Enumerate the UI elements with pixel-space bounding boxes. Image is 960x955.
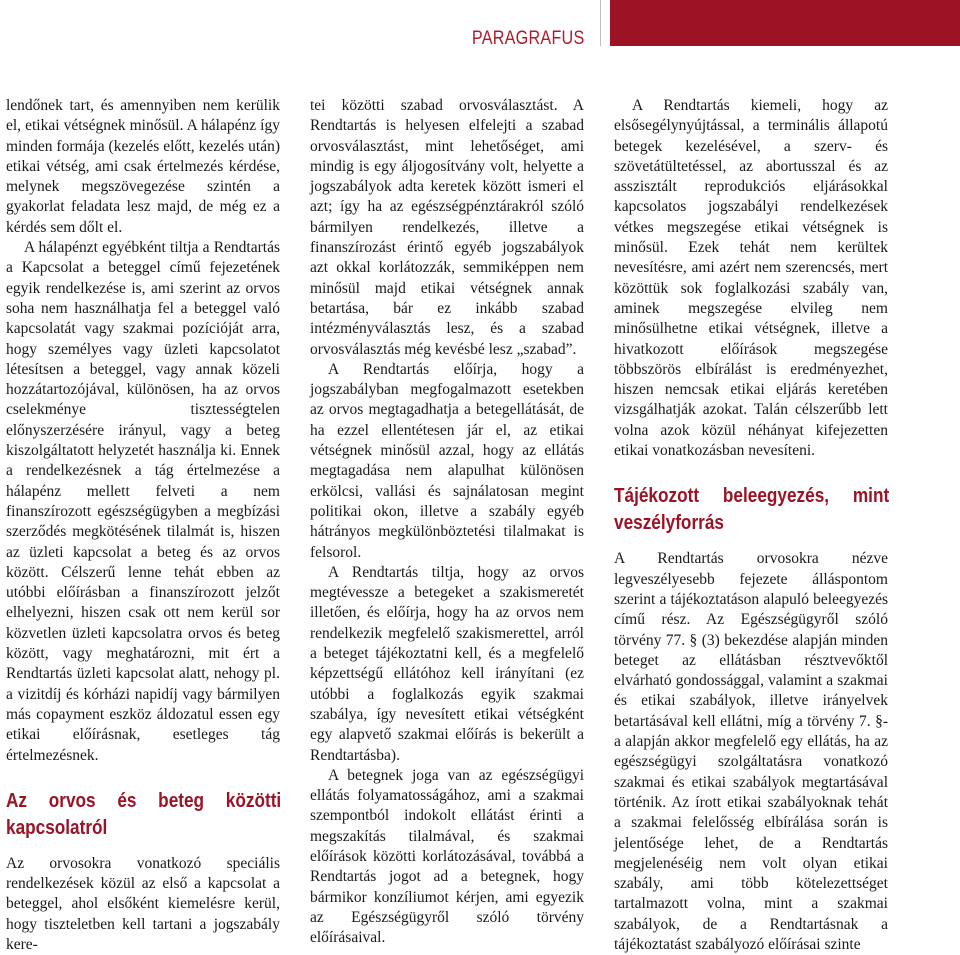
section-heading: Tájékozott beleegyezés, mint veszélyforrás xyxy=(614,485,890,535)
section-heading: Az orvos és beteg közötti kapcsolatról xyxy=(6,789,282,839)
paragraph: A Rendtartás orvosokra nézve legveszélyesebb fejezete álláspontom szerint a tájékoztatáson alapuló beleegyezés című rész. Az Egészségügyről szóló törvény 77. § (3) bekezdése alapján minden beteget az ellátásban résztvevőktől elvárható gondossággal, valamint a szakmai és etikai szabályok, illetve irányelvek betartásával kell ellátni, míg a törvény 7. §-a alapján akkor megfelelő egy ellátás, ha az egészségügyi szolgáltatásra vonatkozó szakmai és etikai szabályok megtartásával történik. Az írott etikai szabályoknak tehát a szakmai felelősség elbírálása során is jelentősége lehet, de a Rendtartás megjelenéséig nem volt olyan etikai szabály, ami több kötelezettséget tartalmazott volna, mint a szakmai szabályok, de a Rendtartásnak a tájékoztatást szabályozó előírásai szinte xyxy=(614,550,888,953)
header-divider xyxy=(600,0,601,46)
paragraph: A Rendtartás tiltja, hogy az orvos megtévessze a betegeket a szakismeretét illetően, és előírja, hogy ha az orvos nem rendelkezik megfelelő szakismerettel, arról a beteget tájékoztatni kell, és a megfelelő képzettségű ellátóhoz kell irányítani (ez utóbbi a foglalkozás egyik szakmai szabálya, így nevesített etikai vétségként egy alapvető szakmai előírás is bekerült a Rendtartásba). xyxy=(310,563,584,764)
paragraph: A Rendtartás előírja, hogy a jogszabályban megfogalmazott esetekben az orvos megtagadhatja a betegellátását, de ha ezzel ellentétesen jár el, az etikai vétségnek minősül azzal, hogy az ellátás megtagadása nem alapulhat különösen erkölcsi, vallási és sajnálatosan megint politikai okon, illetve a szabály egyéb hátrányos megkülönböztetési tilalmakat is felsorol. xyxy=(310,360,584,561)
text-column-2 xyxy=(310,96,584,948)
paragraph: tei közötti szabad orvosválasztást. A Rendtartás is helyesen elfelejti a szabad orvosválasztást, mint lehetőséget, ami mindig is egy áljogosítvány volt, helyette a jogszabályok adta keretek között ismeri el azt; így ha az egészségpénztárakról szóló bármilyen rendelkezés, illetve a finanszírozást érintő egyéb jogszabályok azt okkal korlátozzák, semmiképpen nem minősül majd etikai vétségnek annak betartása, bár ez inkább szabad intézményválasztás lesz, és a szabad orvosválasztás még kevésbé lesz „szabad”. xyxy=(310,97,584,358)
section-label: PARAGRAFUS xyxy=(472,28,585,49)
paragraph: A hálapénzt egyébként tiltja a Rendtartás a Kapcsolat a beteggel című fejezetének egyik rendelkezése is, ami szerint az orvos soha nem használhatja fel a beteggel való kapcsolatát vagy szakmai pozícióját arra, hogy személyes vagy üzleti kapcsolatot létesítsen a beteggel, vagy annak közeli hozzátartozójával, különösen, ha az orvos cselekménye tisztességtelen előnyszerzésére irányul, vagy a beteg kiszolgáltatott helyzetét használja ki. Ennek a rendelkezésnek a tág értelmezése a hálapénz mellett felveti a nem finanszírozott egészségügyben a megbízási szerződés megkötésének tilalmát is, hiszen az üzleti kapcsolat a beteg és az orvos között. Célszerű lenne tehát ebben az utóbbi előírásban a finanszírozott jelzőt elhelyezni, hiszen csak ott nem kerül sor közvetlen üzleti kapcsolatra orvos és beteg között, vagy meghatározni, mit ért a Rendtartás üzleti kapcsolat alatt, nehogy pl. a vizitdíj és kórházi napidíj vagy bármilyen más copayment eszköz áldozatul essen egy etikai előírásnak, esetleges tág értelmezésnek. xyxy=(6,239,280,764)
paragraph: A Rendtartás kiemeli, hogy az elsősegélynyújtással, a terminális állapotú betegek kezelésével, a szerv- és szövetátültetéssel, az abortusszal és az asszisztált reprodukciós eljárásokkal kapcsolatos jogszabályi rendelkezések vétkes megszegése etikai vétségnek is minősül. Ezek tehát nem kerültek nevesítésre, ami azért nem szerencsés, mert közöttük sok foglalkozási szabály van, aminek megszegése elvileg nem minősülhetne etikai vétségnek, illetve a hivatkozott előírások megszegése többszörös elbírálást is eredményezhet, hiszen nemcsak etikai eljárás keretében vizsgálhatják azokat. Talán célszerűbb lett volna azok közül néhányat kifejezetten etikai vonatkozásban nevesíteni. xyxy=(614,97,888,460)
header-accent-bar xyxy=(610,0,960,46)
paragraph: A betegnek joga van az egészségügyi ellátás folyamatosságához, ami a szakmai szempontból indokolt ellátást érinti a megszakítás tilalmával, és szakmai előírások közötti korlátozásával, továbbá a Rendtartás jogot ad a betegnek, hogy bármikor konzíliumot kérjen, ami egyezik az Egészségügyről szóló törvény előírásaival. xyxy=(310,766,584,947)
paragraph: lendőnek tart, és amennyiben nem kerülik el, etikai vétségnek minősül. A hálapénz így minden formája (kezelés előtt, kezelés után) etikai vétség, ami csak értelmezés kérdése, melynek megszövegezése szintén a gyakorlat feladata lesz majd, de még ez a kérdés sem dőlt el. xyxy=(6,97,280,236)
text-column-3 xyxy=(614,96,888,955)
text-column-1 xyxy=(6,96,280,955)
paragraph: Az orvosokra vonatkozó speciális rendelkezések közül az első a kapcsolat a beteggel, ahol elsőként kiemelésre kerül, hogy tiszteletben kell tartani a jogszabály kere- xyxy=(6,854,280,953)
